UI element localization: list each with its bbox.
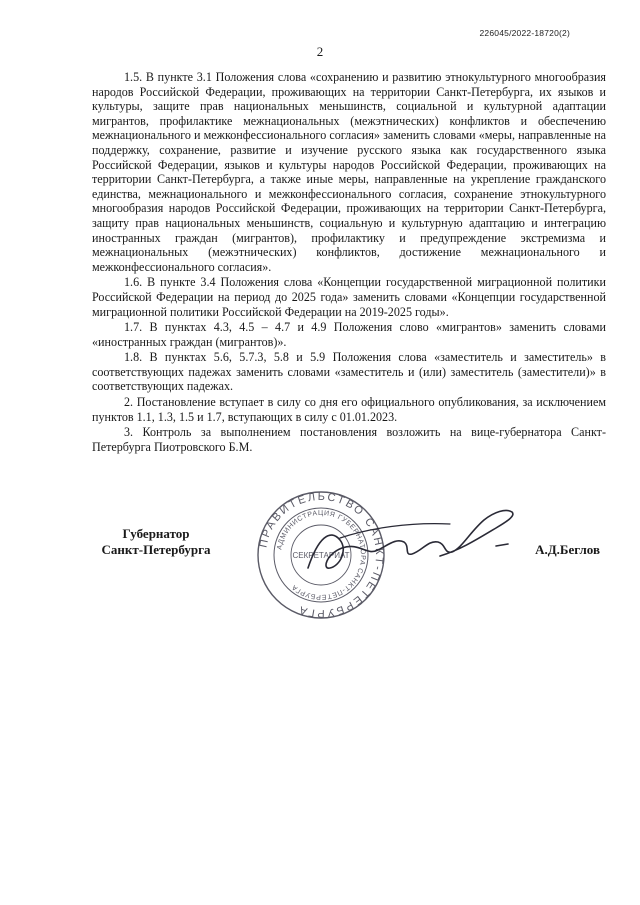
paragraph-1-6: 1.6. В пункте 3.4 Положения слова «Концепции государственной миграционной политики Российской Федерации на период до 2025 года» заменить словами «Концепции государственной миграционной политики Российской Федерации на 2019-2025 годы». <box>92 275 606 319</box>
signatory-title-line2: Санкт-Петербурга <box>101 542 211 557</box>
stamp-inner-text: АДМИНИСТРАЦИЯ ГУБЕРНАТОРА САНКТ-ПЕТЕРБУРГА <box>276 509 367 601</box>
paragraph-3: 3. Контроль за выполнением постановления возложить на вице-губернатора Санкт-Петербурга Пиотровского Б.М. <box>92 425 606 454</box>
stamp-center-text: СЕКРЕТАРИАТ <box>292 551 350 560</box>
document-number: 226045/2022-18720(2) <box>479 28 570 38</box>
page-number: 2 <box>316 44 324 59</box>
document-body <box>92 70 606 455</box>
stamp-outer-text: ПРАВИТЕЛЬСТВО САНКТ-ПЕТЕРБУРГА <box>257 490 386 620</box>
paragraph-1-5: 1.5. В пункте 3.1 Положения слова «сохранению и развитию этнокультурного многообразия народов Российской Федерации, проживающих на территории Санкт-Петербурга, их языков и культуры, защите прав национальных меньшинств, социальной и культурной адаптации мигрантов, профилактике межнациональных (межэтнических) конфликтов и обеспечению межнационального и межконфессионального согласия» заменить словами «меры, направленные на поддержку, сохранение, развитие и изучение русского языка как государственного языка Российской Федерации, языков и культуры народов Российской Федерации, проживающих на территории Санкт-Петербурга, а также иные меры, направленные на укрепление гражданского единства, межнационального и межконфессионального согласия, сохранение этнокультурного многообразия народов Российской Федерации, проживающих на территории Санкт-Петербурга, защиту прав национальных меньшинств, социальную и культурную адаптацию и интеграцию иностранных граждан (мигрантов), профилактику и предупреждение экстремизма и межнациональных (межэтнических) конфликтов, достижение межнационального и межконфессионального согласия». <box>92 70 606 274</box>
paragraph-1-8: 1.8. В пунктах 5.6, 5.7.3, 5.8 и 5.9 Положения слова «заместитель и заместитель» в соответствующих падежах заменить словами «заместитель и (или) заместитель (заместители)» в соответствующих падежах. <box>92 350 606 394</box>
paragraph-1-7: 1.7. В пунктах 4.3, 4.5 – 4.7 и 4.9 Положения слово «мигрантов» заменить словами «иностранных граждан (мигрантов)». <box>92 320 606 349</box>
signatory-title-line1: Губернатор <box>122 526 190 541</box>
signatory-title <box>96 526 216 558</box>
handwritten-signature <box>300 498 530 588</box>
signatory-name: А.Д.Беглов <box>535 542 600 557</box>
paragraph-2: 2. Постановление вступает в силу со дня его официального опубликования, за исключением пунктов 1.1, 1.3, 1.5 и 1.7, вступающих в силу с 01.01.2023. <box>92 395 606 424</box>
